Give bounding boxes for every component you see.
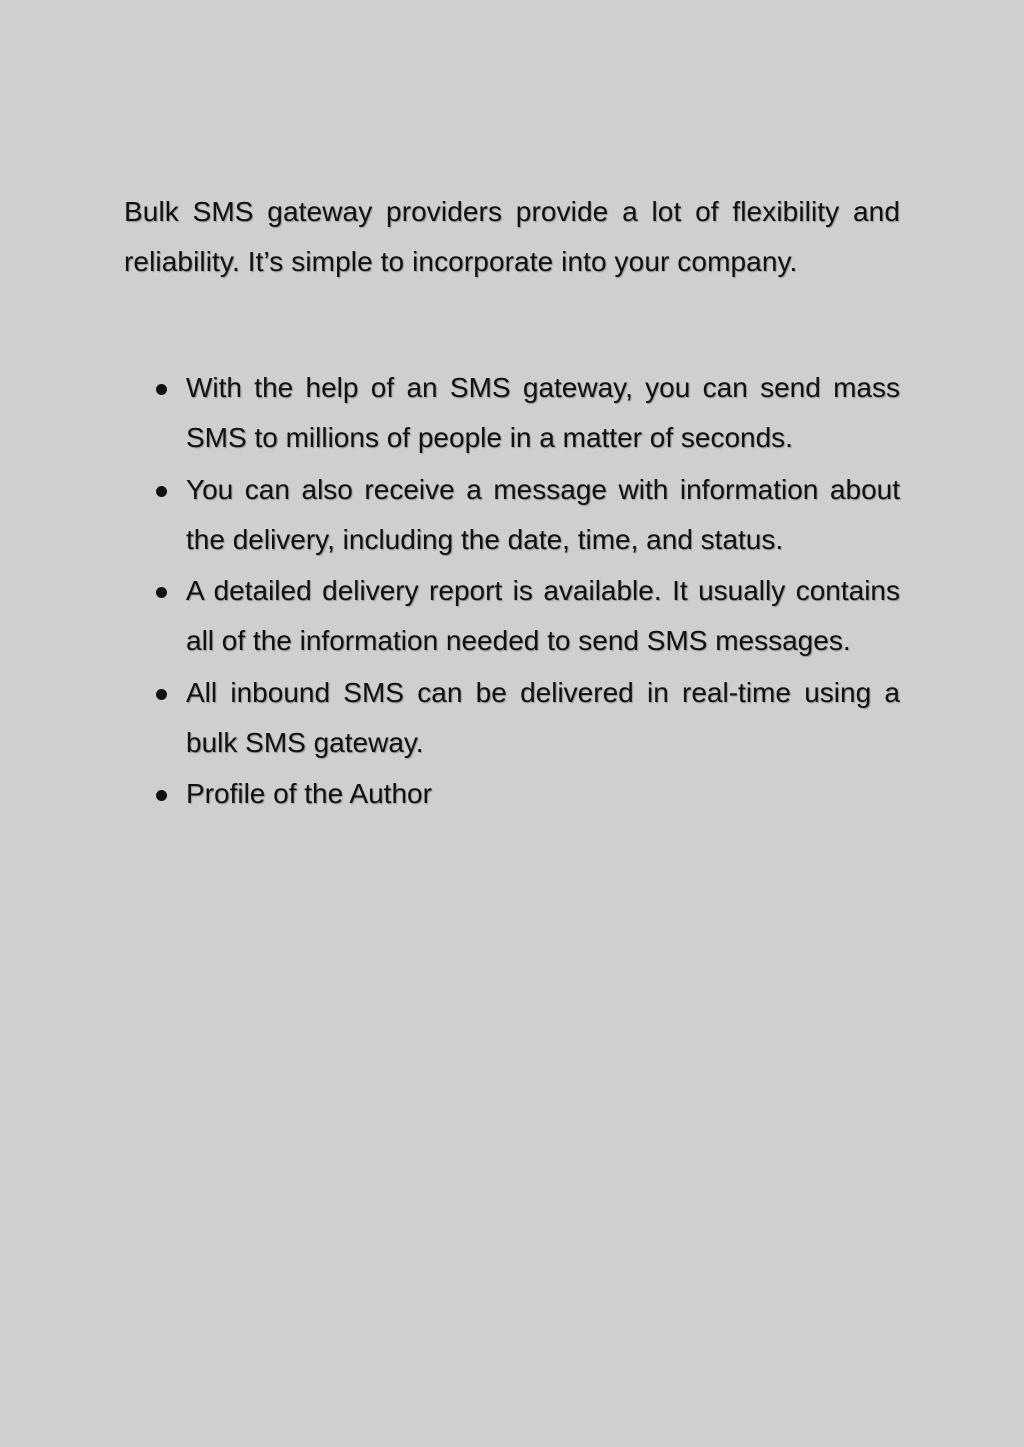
- list-item: [124, 668, 900, 768]
- bullet-icon: [156, 790, 167, 801]
- bullet-list: [124, 363, 900, 819]
- list-item: [124, 769, 900, 819]
- document-body: [124, 187, 900, 821]
- bullet-icon: [156, 587, 167, 598]
- bullet-text: You can also receive a message with information about the delivery, including the date, time, and status.: [186, 473, 900, 555]
- bullet-icon: [156, 486, 167, 497]
- bullet-text: With the help of an SMS gateway, you can send mass SMS to millions of people in a matter of seconds.: [186, 372, 900, 453]
- list-item: [124, 363, 900, 463]
- list-item: [124, 566, 900, 666]
- bullet-icon: [156, 384, 167, 395]
- bullet-text: Profile of the Author: [186, 778, 432, 809]
- bullet-text: A detailed delivery report is available. It usually contains all of the information needed to send SMS messages.: [186, 575, 900, 656]
- list-item: [124, 465, 900, 565]
- intro-paragraph: Bulk SMS gateway providers provide a lot of flexibility and reliability. It’s simple to incorporate into your company.: [124, 196, 900, 277]
- bullet-text: All inbound SMS can be delivered in real-time using a bulk SMS gateway.: [186, 676, 900, 758]
- bullet-icon: [156, 689, 167, 700]
